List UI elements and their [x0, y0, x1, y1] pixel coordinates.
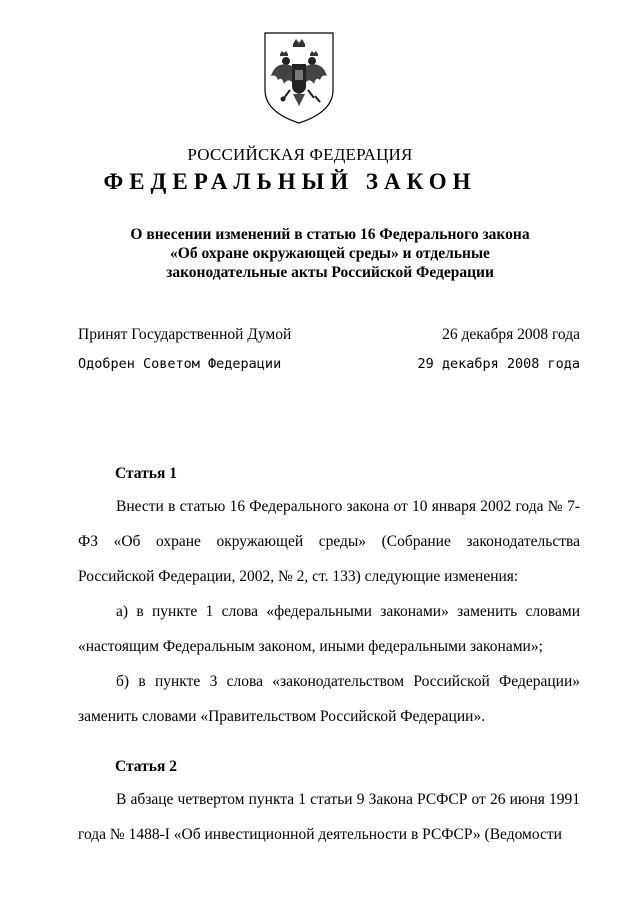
- duma-label: Принят Государственной Думой: [78, 326, 292, 343]
- law-title-line: «Об охране окружающей среды» и отдельные: [170, 245, 490, 262]
- article-1-heading: Статья 1: [115, 465, 177, 482]
- article-2-paragraph: В абзаце четвертом пункта 1 статьи 9 Закона РСФСР от 26 июня 1991 года № 1488-I «Об инвестиционной деятельности в РСФСР» (Ведомости: [78, 791, 580, 843]
- council-date: 29 декабря 2008 года: [417, 356, 580, 372]
- article-1-paragraph: Внести в статью 16 Федерального закона от 10 января 2002 года № 7-ФЗ «Об охране окружающей среды» (Собрание законодательства Российской Федерации, 2002, № 2, ст. 133) следующие изменения:: [78, 498, 580, 585]
- council-label: Одобрен Советом Федерации: [78, 356, 282, 372]
- duma-date: 26 декабря 2008 года: [442, 326, 580, 343]
- law-title-line: О внесении изменений в статью 16 Федерального закона: [130, 226, 530, 243]
- article-1-paragraph: б) в пункте 3 слова «законодательством Российской Федерации» заменить словами «Правительством Российской Федерации».: [78, 673, 580, 725]
- article-1-paragraph: а) в пункте 1 слова «федеральными законами» заменить словами «настоящим Федеральным законом, иными федеральными законами»;: [78, 603, 580, 655]
- article-2-heading: Статья 2: [115, 758, 177, 775]
- law-title: [95, 225, 565, 282]
- coat-of-arms-emblem: [262, 30, 336, 126]
- document-type: ФЕДЕРАЛЬНЫЙ ЗАКОН: [103, 169, 477, 194]
- law-title-line: законодательные акты Российской Федерации: [166, 264, 494, 281]
- country-name: РОССИЙСКАЯ ФЕДЕРАЦИЯ: [187, 145, 413, 164]
